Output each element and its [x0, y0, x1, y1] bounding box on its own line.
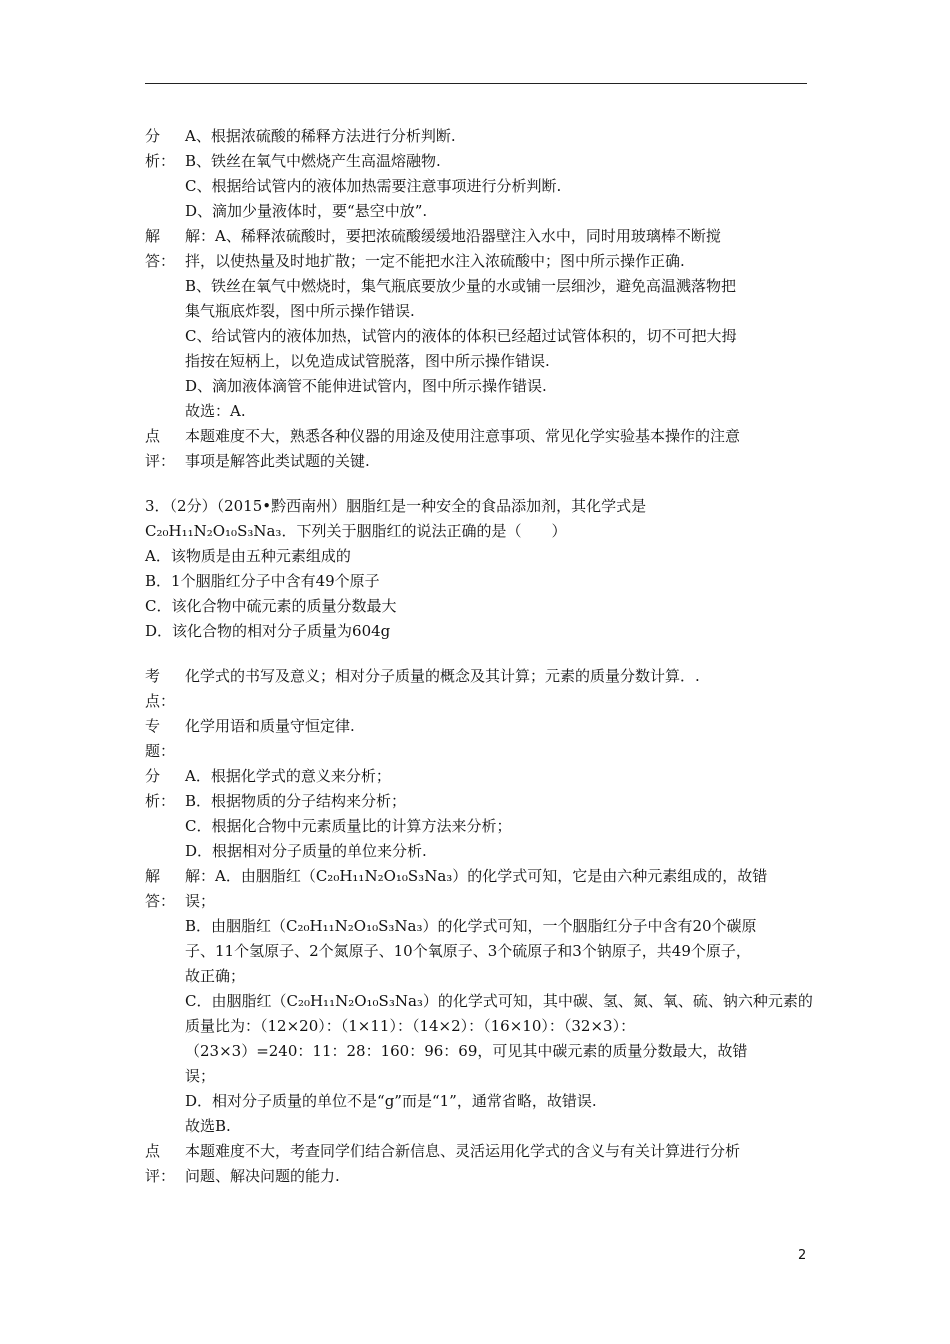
text-line: （23×3）=240：11：28：160：96：69，可见其中碳元素的质量分数最大，故错 [185, 1042, 748, 1060]
label-char: 析： [145, 152, 176, 170]
text-line: 问题、解决问题的能力. [185, 1167, 340, 1185]
text-line: C．由胭脂红（C₂₀H₁₁N₂O₁₀S₃Na₃）的化学式可知，其中碳、氢、氮、氧、硫、钠六种元素的 [185, 992, 813, 1010]
text-line: 故正确； [185, 967, 246, 985]
section-body [185, 764, 809, 864]
text-line: B．由胭脂红（C₂₀H₁₁N₂O₁₀S₃Na₃）的化学式可知，一个胭脂红分子中含有20个碳原 [185, 917, 757, 935]
section-body [185, 1139, 809, 1189]
text-line: B．根据物质的分子结构来分析； [185, 792, 407, 810]
label-char: 专 [145, 717, 161, 735]
label-char: 答： [145, 252, 176, 270]
text-line: 拌，以使热量及时地扩散；一定不能把水注入浓硫酸中；图中所示操作正确. [185, 252, 685, 270]
spacer [145, 644, 809, 664]
section-label [145, 1139, 185, 1189]
text-line: C、给试管内的液体加热，试管内的液体的体积已经超过试管体积的，切不可把大拇 [185, 327, 737, 345]
text-line: 误； [185, 1067, 216, 1085]
section-body [185, 124, 809, 224]
section-label [145, 664, 185, 714]
label-char: 分 [145, 767, 161, 785]
text-line: D、滴加少量液体时，要“悬空中放”. [185, 202, 428, 220]
label-char: 题： [145, 742, 176, 760]
answer-section [145, 224, 809, 424]
label-char: 点： [145, 692, 176, 710]
section-label [145, 714, 185, 764]
label-char: 评： [145, 1167, 176, 1185]
section-body [185, 864, 813, 1139]
text-line: C、根据给试管内的液体加热需要注意事项进行分析判断. [185, 177, 562, 195]
section-label [145, 864, 185, 1139]
text-line: 集气瓶底炸裂，图中所示操作错误. [185, 302, 415, 320]
option-b: B．1个胭脂红分子中含有49个原子 [145, 572, 380, 590]
section-label [145, 224, 185, 424]
label-char: 答： [145, 892, 176, 910]
text-line: C．根据化合物中元素质量比的计算方法来分析； [185, 817, 512, 835]
analysis-section [145, 124, 809, 224]
text-line: 解：A、稀释浓硫酸时，要把浓硫酸缓缓地沿器壁注入水中，同时用玻璃棒不断搅 [185, 227, 721, 245]
text-line: 化学式的书写及意义；相对分子质量的概念及其计算；元素的质量分数计算．. [185, 667, 700, 685]
text-line: 质量比为：（12×20）：（1×11）：（14×2）：（16×10）：（32×3）： [185, 1017, 636, 1035]
text-line: 事项是解答此类试题的关键. [185, 452, 370, 470]
label-char: 解 [145, 227, 161, 245]
section-body [185, 664, 809, 714]
text-line: 误； [185, 892, 216, 910]
text-line: 本题难度不大，考查同学们结合新信息、灵活运用化学式的含义与有关计算进行分析 [185, 1142, 741, 1160]
text-line: D．相对分子质量的单位不是“g”而是“1”，通常省略，故错误. [185, 1092, 597, 1110]
question-stem: C₂₀H₁₁N₂O₁₀S₃Na₃．下列关于胭脂红的说法正确的是（ ） [145, 522, 567, 540]
option-d: D．该化合物的相对分子质量为604g [145, 622, 391, 640]
label-char: 析： [145, 792, 176, 810]
label-char: 点 [145, 427, 161, 445]
text-line: B、铁丝在氧气中燃烧时，集气瓶底要放少量的水或铺一层细沙，避免高温溅落物把 [185, 277, 737, 295]
label-char: 考 [145, 667, 161, 685]
text-line: 故选：A. [185, 402, 246, 420]
section-body [185, 224, 809, 424]
page-number: 2 [798, 1248, 807, 1263]
text-line: 指按在短柄上，以免造成试管脱落，图中所示操作错误. [185, 352, 550, 370]
text-line: 子、11个氢原子、2个氮原子、10个氧原子、3个硫原子和3个钠原子，共49个原子， [185, 942, 751, 960]
section-label [145, 424, 185, 474]
section-body [185, 714, 809, 764]
section-label [145, 124, 185, 224]
text-line: A、根据浓硫酸的稀释方法进行分析判断. [185, 127, 456, 145]
text-line: D．根据相对分子质量的单位来分析. [185, 842, 427, 860]
question-3 [145, 494, 809, 644]
option-a: A．该物质是由五种元素组成的 [145, 547, 351, 565]
document-content [145, 124, 813, 1189]
comment-section [145, 424, 809, 474]
spacer [145, 474, 809, 494]
question-stem: 3．（2分）（2015•黔西南州）胭脂红是一种安全的食品添加剂，其化学式是 [145, 497, 647, 515]
analysis-section [145, 764, 809, 864]
section-body [185, 424, 809, 474]
answer-section [145, 864, 813, 1139]
text-line: A．根据化学式的意义来分析； [185, 767, 391, 785]
label-char: 分 [145, 127, 161, 145]
label-char: 解 [145, 867, 161, 885]
section-label [145, 764, 185, 864]
kaodian-section [145, 664, 809, 714]
option-c: C．该化合物中硫元素的质量分数最大 [145, 597, 397, 615]
zhuanti-section [145, 714, 809, 764]
text-line: 化学用语和质量守恒定律. [185, 717, 355, 735]
text-line: 故选B. [185, 1117, 231, 1135]
label-char: 点 [145, 1142, 161, 1160]
text-line: 解：A．由胭脂红（C₂₀H₁₁N₂O₁₀S₃Na₃）的化学式可知，它是由六种元素组成的，故错 [185, 867, 768, 885]
comment-section [145, 1139, 809, 1189]
text-line: D、滴加液体滴管不能伸进试管内，图中所示操作错误. [185, 377, 547, 395]
text-line: B、铁丝在氧气中燃烧产生高温熔融物. [185, 152, 441, 170]
label-char: 评： [145, 452, 176, 470]
text-line: 本题难度不大，熟悉各种仪器的用途及使用注意事项、常见化学实验基本操作的注意 [185, 427, 741, 445]
header-rule [145, 83, 807, 84]
